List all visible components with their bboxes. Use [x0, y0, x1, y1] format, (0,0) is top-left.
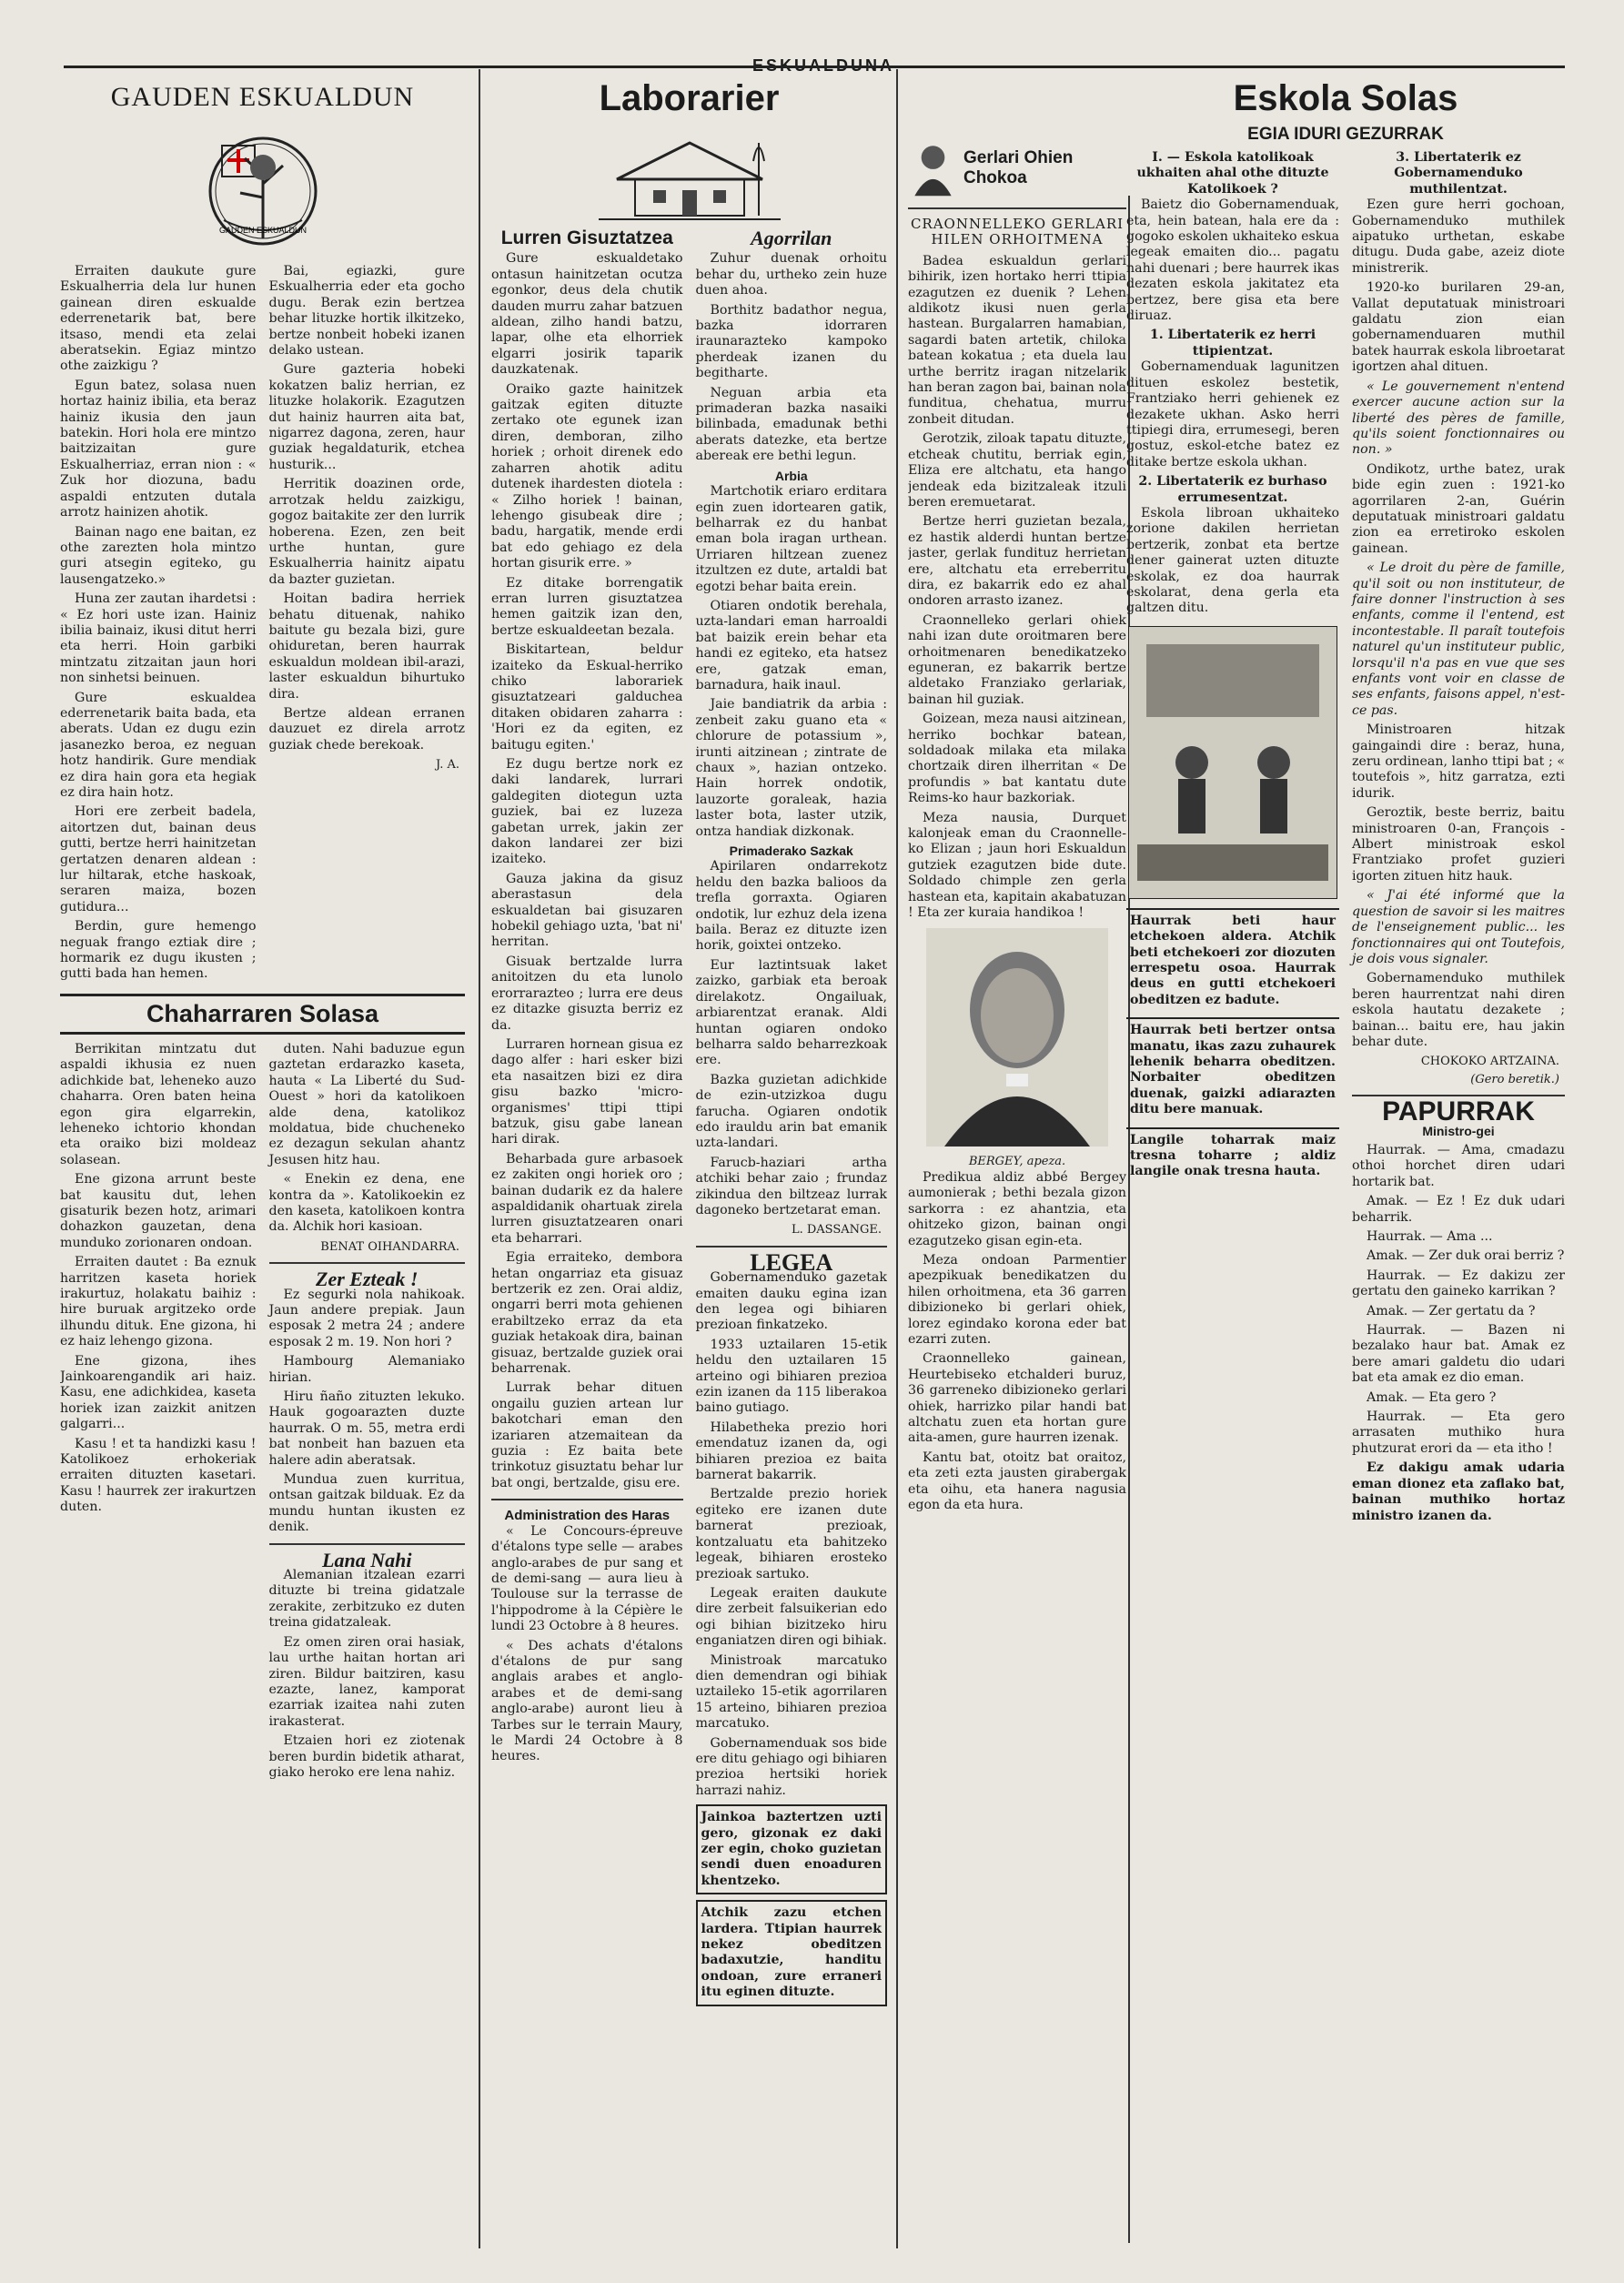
article-title: Chaharraren Solasa — [146, 999, 379, 1027]
column-gauden-eskualdun — [60, 73, 465, 2257]
paragraph: Gobernamenduak sos bide ere ditu gehiago ogi bihiaren prezioa hertsiki horiek harrazi nahiz. — [695, 1735, 887, 1798]
paragraph: Gobernamenduak lagunitzen dituen eskolez bestetik, Frantziako herri gehienek ez dezakete ukhan. Asko herri ttipiegi dira, errumesegi, beren gostuz, eskol-etche batez ez ditake bertze eskola ukhan. — [1126, 359, 1339, 470]
paragraph: Borthitz badathor negua, bazka idorraren iraunarazteko kampoko pherdeak izanen du begitharte. — [695, 302, 887, 381]
article-heading: CRAONNELLEKO GERLARI HILEN ORHOITMENA — [910, 216, 1125, 248]
paragraph: Bazka guzietan adichkide de ezin-utzizkoa dugu farucha. Ogiaren ondotik edo irauldu arin bat emanik uzta-landari. — [695, 1072, 887, 1151]
column-eskola-solas — [1126, 73, 1565, 2257]
dialogue-line: Haurrak. — Eta gero arrasaten muthiko hura phutzurat erori da — eta itho ! — [1352, 1409, 1565, 1456]
paragraph: Bertze herri guzietan bezala, ez hastik alderdi huntan bertze jaster, gerlak fundituz herrietan ere, altchatu eta erreberritu dira, ez bakarrik edo ez ahal ondoren arrasto izanez. — [908, 514, 1126, 609]
paragraph: Kasu ! et ta handizki kasu ! Katolikoez erhokeriak erraiten dituzten kasetari. Kasu ! haurrek zer irakurtzen duten. — [60, 1436, 257, 1515]
paragraph: Goizean, meza nausi aitzinean, herriko bochkar batean, soldadoak milaka eta milaka chortzaik diren ilherritan « De profundis » bat kantatu dute Reims-ko haur bazkoriak. — [908, 712, 1126, 806]
article-body — [60, 264, 465, 986]
dialogue-line: Ez dakigu amak udaria eman dionez eta zaflako bat, bainan muthiko hortaz ministro izanen da. — [1352, 1460, 1565, 1523]
paragraph: Geroztik, beste berriz, baitu ministroaren 0-an, François - Albert ministroak eskol Frantziako profet guzieri igorten zituen hitz hauk. — [1352, 805, 1565, 884]
article-title: Lana Nahi — [322, 1548, 412, 1571]
paragraph: Ez ditake borrengatik erran lurren gisuztatzea hemen gaitzik izan den, bertze eskualdeetan bezala. — [491, 575, 683, 638]
paragraph: « Des achats d'étalons d'étalons de pur sang anglais arabes et anglo-arabes et de demi-sang anglo-arabe) auront lieu à Tarbes sur le terrain Maury, le Mardi 24 Octobre à 8 heures. — [491, 1638, 683, 1764]
paragraph: Ez omen ziren orai hasiak, lau urthe haitan hortan ari ziren. Bildur baitziren, kasu ezazte, lanez, kamporat ezarriak izaitea nahi zuten irakasterat. — [268, 1634, 465, 1729]
signature: L. DASSANGE. — [791, 1223, 882, 1237]
notice-box: Haurrak beti bertzer ontsa manatu, ikas zazu zuhaurek lehenik beharra obeditzen. Norbaiter obeditzen duenak, gaizki adiarazten ditu bere manuak. — [1126, 1017, 1339, 1121]
paragraph: Meza ondoan Parmentier apezpikuak benedikatzen du hilen orhoitmena, eta 36 garren dibizioneko bi gerlari ohiek, lorez egindako korona eder bat ezarri zuten. — [908, 1252, 1126, 1347]
paragraph: Gure eskualdea ederrenetarik baita bada, eta aberats. Udan ez dugu ezin jasanezko beroa, ez neguan hotz handirik. Gure mendiak ez dira hain gora eta hegiak ez dira hain hotz. — [60, 690, 257, 800]
paragraph: Eskola libroan ukhaiteko zorione dakilen herrietan bertzerik, zonbat eta bertze dener gainerat uzten dituzte eskolak, ez doa haurrak eskolarat, dena gerla eta galtzen ditu. — [1126, 505, 1339, 616]
paragraph: Hoitan badira herriek behatu dituenak, nahiko baitute gu bezala bizi, gure ohiduretan, beren haurrak eskualdun moldean ibil-arazi, laster eskualdun bihurtuko dira. — [268, 591, 465, 702]
column-gerlari-ohien — [908, 73, 1126, 2257]
dialogue-line: Amak. — Zer gertatu da ? — [1367, 1303, 1536, 1318]
section-title: PAPURRAK — [1382, 1096, 1535, 1127]
divider — [696, 1246, 888, 1248]
notice-box: Langile toharrak maiz tresna toharre ; aldiz langile onak tresna hauta. — [1126, 1127, 1339, 1184]
paragraph: Apirilaren ondarrekotz heldu den bazka balioos da trefla gorraxta. Ogiaren ondotik, lur ezhuz dela izena baila. Beraz ez dituzte izen horik, goixtei ontzeko. — [695, 859, 887, 954]
divider — [491, 1499, 683, 1500]
section-subtitle: Ministro-gei — [1422, 1123, 1495, 1138]
paragraph: Ez dugu bertze nork ez daki landarek, lurrari galdegiten diotegun uzta guziek, bai ez luzeza gabetan urrek, jakin zer dakon landarei zer bizi izaiteko. — [491, 757, 683, 867]
paragraph: Eur laztintsuak laket zaizko, garbiak eta beroak direlakotz. Ongailuak, arbiarentzat eranak. Aldi huntan ogiaren ondoko belharra saldo beharrezkoak ere. — [695, 957, 887, 1068]
paragraph: Berrikitan mintzatu dut aspaldi ikhusia ez nuen adichkide bat, leheneko auzo chaharra. Oren baten heina egon gira elgarrekin, leheneko ichtorio khondan eta oraiko bizi moldeaz solasean. — [60, 1041, 257, 1167]
divider — [908, 207, 1126, 209]
paragraph: Berdin, gure hemengo neguak frango eztiak dire ; hormarik ez dugu ikusten ; gutti bada han hemen. — [60, 919, 257, 982]
article-body — [60, 1042, 465, 1784]
dialogue-line: Haurrak. — Bazen ni bezalako haur bat. Amak ez bere amari galdetu dio udari bat eta amak ez dio eman. — [1352, 1323, 1565, 1386]
quotation: « Le droit du père de famille, qu'il soit ou non instituteur, de faire donner l'instruction à ses enfants, comme il l'entend, est incontestable. Il paraît toutefois naturel qu'un instituteur public, lorsqu'il n'a pas en vue que ses enfants vont voir en classe de ses enfants, faisons appel, n'est-ce pas. — [1352, 561, 1565, 718]
dialogue-line: Amak. — Ez ! Ez duk udari beharrik. — [1352, 1194, 1565, 1225]
paragraph: Bertzalde prezio horiek egiteko ere izanen dute barnerat prezioak, kontzaluatu eta bahitzeko legeak, bihiaren erosteko prezioak sartuko. — [695, 1487, 887, 1581]
classroom-illustration — [1128, 626, 1337, 899]
paragraph: Craonnelleko gerlari ohiek nahi izan dute oroitmaren bere orhoitmenaren benedikatzeko eguneran, ez bakarrik bertze aldetako Franziako gerlariak, bainan hil guziak. — [908, 612, 1126, 707]
svg-text:GAUDEN ESKUALDUN: GAUDEN ESKUALDUN — [218, 226, 307, 235]
paragraph: 1933 uztailaren 15-etik heldu den uztailaren 15 arteino ogi bihiaren prezioa ezin izanen da 115 liberakoa baino gutiago. — [695, 1337, 887, 1416]
article-body — [491, 227, 887, 2012]
section-band — [60, 994, 465, 1035]
dialogue-line: Amak. — Zer duk orai berriz ? — [1367, 1248, 1565, 1264]
article-body — [1126, 150, 1565, 1528]
section-heading: Agorrilan — [751, 227, 832, 249]
paragraph: Egun batez, solasa nuen hortaz hainiz ibilia, eta beraz hainiz ikusia den jaun batekin. Hori hola ere mintzo baitzizaitan gure Eskualherriaz, erran nion : « Zuk hor diozuna, badu aspaldi entzuten dutala arrotz hainizen ahotik. — [60, 378, 257, 520]
paragraph: Jaie bandiatrik da arbia : zenbeit zaku guano eta « chlorure de potassium », irunti aitzinean ; zintrate de chaux », hazian ontzeko. Hain horrek ondotik, lauzorte goraleak, hazia laster bota, laster utzik, ontza handiak dizkonak. — [695, 697, 887, 839]
dialogue-line: Haurrak. — Ama, cmadazu othoi horchet diren udari hortarik bat. — [1352, 1142, 1565, 1189]
subheading: Arbia — [774, 468, 808, 483]
paragraph: Ministroaren hitzak gaingaindi dire : beraz, huna, zeru ordinean, lanho ttipi bat ; « toutefois », hitz garratza, ezti idurik. — [1352, 722, 1565, 801]
paragraph: Hambourg Alemaniako hirian. — [268, 1354, 465, 1385]
paragraph: Beharbada gure arbasoek ez zakiten ongi horiek oro ; bainan dudarik ez da halere aspaldidanik ohartuak zirela lurren gisuztatzearen onari eta beharrari. — [491, 1151, 683, 1246]
paragraph: Craonnelleko gainean, Heurtebiseko etchalderi buruz, 36 garreneko dibizioneko gerlari ohiek, harrizko pilar handi bat altchatu zuen eta hortan gure aita-amen, gure haurren izenak. — [908, 1351, 1126, 1446]
paragraph: Huna zer zautan ihardetsi : « Ez hori uste izan. Hainiz ibilia bainaiz, ikusi ditut herri eta herri. Hoin garbiki mintzatu zitzaitan jaun hori non sinhetsi beinuen. — [60, 591, 257, 686]
column-divider — [896, 69, 898, 2248]
paragraph: Ene gizona, ihes Jainkoarengandik ari haiz. Kasu, ene adichkidea, kaseta horiek izan zaizkit anitzen galgarri... — [60, 1353, 257, 1432]
column-laborarier — [491, 73, 887, 2257]
paragraph: Ministroak marcatuko dien demendran ogi bihiak uztaileko 15-etik agorrilaren 15 arteino, bihiaren prezioa marcatuko. — [695, 1652, 887, 1732]
dialogue-line: Haurrak. — Ez dakizu zer gertatu den gaineko karrikan ? — [1352, 1268, 1565, 1299]
paragraph: Gure eskualdetako ontasun hainitzetan ocutza egonkor, deus dela chutik dauden murru zahar batzuen aldean, zilho handi batzu, lapar, olhe eta elhorriek elgarri josirik taparik dauzkatenak. — [491, 251, 683, 378]
article-title: Laborarier — [599, 78, 780, 118]
question-heading: I. — Eskola katolikoak ukhaiten ahal othe dituzte Katolikoek ? — [1136, 150, 1329, 197]
paragraph: Hilabetheka prezio hori emendatuz izanen da, ogi bihiaren prezioa ez baita barnerat bakarrik. — [695, 1419, 887, 1483]
paragraph: 1920-ko burilaren 29-an, Vallat deputatuak ministroari galdatu zion eian gobernamenduaren muthil batek haurrak eskola libroetarat igortzen ahal dituen. — [1352, 280, 1565, 375]
notice-box: Atchik zazu etchen lardera. Ttipian haurrek nekez obeditzen badaxutzie, handitu ondoan, zure erraneri itu eginen dituzte. — [696, 1900, 888, 2005]
paragraph: Otiaren ondotik berehala, uzta-landari eman harroaldi bat baizik erein behar eta handi ez egiteko, eta hatsez ere, gatzak eman, barnadura, haik inaul. — [695, 598, 887, 692]
priest-portrait — [926, 928, 1108, 1147]
paragraph: Farucb-haziari artha atchiki behar zaio ; frundaz zikindua den biltzeaz lurrak dagoneko bertzetarat eman. — [695, 1155, 887, 1217]
masthead: ESKUALDUNA — [752, 56, 894, 75]
paragraph: Meza nausia, Durquet kalonjeak eman du Craonnelle-ko Elizan ; jaun hori Eskualdun gutziek ezagutzen bide dute. Soldado chimple zen gerla hastean eta, kapitain akabatuzan ! Eta zer kuraia handikoa ! — [908, 810, 1126, 921]
subheading: 1. Libertaterik ez herri ttipientzat. — [1149, 328, 1316, 359]
paragraph: Gisuak bertzalde lurra anitoitzen du eta lunolo erorrarazteo ; lurra ere deus ez ditazke gisuzta berriz ez da. — [491, 954, 683, 1033]
paragraph: Hiru ñaño zituzten lekuko. Hauk gogoarazten duzte haurrak. O m. 55, metra erdi bat nonbeit han bazuen eta halere adin aberatsak. — [268, 1389, 465, 1468]
paragraph: Badea eskualdun gerlari bihirik, izen hortako herri ttipia ezagutzen ez duenik ? Lehen aldikotz ikusi nuen gerla hastean. Burgalarren hamabian, sagardi baten artetik, chiloka batean kokatua ; eta duela lau urthe berritz iragan nitzelarik han beran zagon bai, bainan nola funditua, chehatua, murru zonbeit ditudan. — [908, 253, 1126, 427]
paragraph: Neguan arbia eta primaderan bazka nasaiki bilinbada, emadunak bethi aberats datezke, eta bertze abereak ere bethi legun. — [695, 385, 887, 464]
section-heading: Administration des Haras — [504, 1508, 671, 1524]
subheading: 3. Libertaterik ez Gobernamenduko muthilentzat. — [1394, 150, 1523, 197]
paragraph: Lurrak behar dituen ongailu guzien artean lur bakotchari eman den izariaren atzemaitean da guzia : Ez baita bete trinkotuz gisuztatu behar lur bat ongi, bertzalde, gisu ere. — [491, 1380, 683, 1490]
portrait-caption: BERGEY, apeza. — [968, 1155, 1066, 1169]
paragraph: Ondikotz, urthe batez, urak bide egin zuen : 1921-ko agorrilaren 2-an, Guérin deputatuak ministroari galdatu zion ea erretiroko eskolen gainean. — [1352, 461, 1565, 556]
paragraph: « Enekin ez dena, ene kontra da ». Katolikoekin ez den kaseta, katolikoen kontra da. Alchik hori kasioan. — [268, 1172, 465, 1235]
paragraph: Zuhur duenak orhoitu behar du, urtheko zein huze duen ahoa. — [695, 251, 887, 298]
farmhouse-illustration — [599, 125, 781, 225]
article-title: LEGEA — [750, 1248, 833, 1276]
paragraph: Bainan nago ene baitan, ez othe zarezten hola mintzo guri atsegin egiteko, gu lausengatzeko.» — [60, 524, 257, 587]
paragraph: Erraiten daukute gure Eskualherria dela lur hunen gainean diren eskualde ederrenetarik bat, bere itsaso, mendi eta zelai aberatsekin. Egiaz mintzo othe zaizkigu ? — [60, 264, 257, 374]
paragraph: duten. Nahi baduzue egun gaztetan erdarazko kaseta, hauta « La Liberté du Sud-Ouest » hori da katolikoen alde dena, katolikoz moldatua, bide chucheneko ez dezagun sekulan ahantz Jesusen hitz hau. — [268, 1041, 465, 1167]
gauden-eskualdun-emblem — [195, 120, 331, 257]
paragraph: Herritik doazinen orde, arrotzak heldu zaizkigu, gogoz baitakite zer den lurrik hoberena. Ezen, zen beit urthe huntan, gure Eskualherria hainitz aipatu da bazter guzietan. — [268, 477, 465, 587]
paragraph: Ezen gure herri gochoan, Gobernamenduko muthilek aipatuko urthetan, eskabe ditugu. Duda gabe, azeiz diote ministrerik. — [1352, 197, 1565, 276]
subheading: Primaderako Sazkak — [729, 843, 853, 859]
article-title: GAUDEN ESKUALDUN — [110, 82, 415, 112]
dialogue-line: Amak. — Eta gero ? — [1367, 1389, 1497, 1405]
paragraph: Biskitartean, beldur izaiteko da Eskual-herriko chiko laborariek gisuztatzeari galduchea ditaken obidaren zaharra : 'Hori ez da egiten, ez baitugu egiten.' — [491, 642, 683, 753]
paragraph: Alemanian itzalean ezarri dituzte bi treina gidatzale zerakite, zerbitzuko ez duten treina gidatzaleak. — [268, 1568, 465, 1631]
signature: J. A. — [436, 758, 459, 773]
divider — [269, 1543, 466, 1545]
paragraph: Gauza jakina da gisuz aberastasun dela eskualdetan bai gisuzaren hobekil gehiago uzta, 'bat ni' herritan. — [491, 871, 683, 950]
subheading: 2. Libertaterik ez burhaso errumesentzat. — [1138, 474, 1327, 505]
column-divider — [479, 69, 480, 2248]
paragraph: Lurraren hornean gisua ez dago alfer : hari esker bizi eta nasaitzen bizi ez dira gisu bazko 'micro-organismes' ttipi ttipi batzuk, gisu gabe lanean hari dirak. — [491, 1036, 683, 1147]
paragraph: Martchotik eriaro erditara egin zuen idortearen gatik, belharrak ez du hanbat eman bola iragan urthean. Urriaren hiltzean zuenez itzultzen ez dute, artaldi bat egotzi behar baita erein. — [695, 484, 887, 594]
paragraph: Ez segurki nola nahikoak. Jaun andere prepiak. Jaun esposak 2 metra 24 ; andere esposak 2 m. 19. Non hori ? — [268, 1287, 465, 1349]
paragraph: Hori ere zerbeit badela, aitortzen dut, bainan deus gutti, bertze herri hainitzetan gertatzen denaren aldean : lur hiltarak, etche haskoak, seraren maiza, bozen gutidura... — [60, 804, 257, 914]
section-heading: Lurren Gisuztatzea — [500, 227, 673, 248]
section-header — [908, 136, 1126, 200]
paragraph: Kantu bat, otoitz bat oraitoz, eta zeti ezta jausten girabergak eta oihu, eta hanera nagusia egon da eta hura. — [908, 1450, 1126, 1512]
paragraph: « Le Concours-épreuve d'étalons type selle — arabes anglo-arabes de pur sang et de demi-sang — aura lieu à Toulouse sur la terrasse de l'hippodrome à la Cépière le lundi 23 Octobre à 8 heures. — [491, 1523, 683, 1634]
paragraph: Etzaien hori ez ziotenak beren burdin bidetik atharat, giako heroko ere lena nahiz. — [268, 1733, 465, 1780]
article-subtitle: EGIA IDURI GEZURRAK — [1247, 125, 1444, 144]
quotation: « J'ai été informé que la question de savoir si les maitres de l'enseignement public... les fonctionnaires qui ont Toutefois, je dois vous signaler. — [1352, 888, 1565, 966]
top-rule — [64, 66, 1565, 68]
article-title: Eskola Solas — [1233, 78, 1458, 118]
paragraph: Predikua aldiz abbé Bergey aumonierak ; bethi bezala gizon sarkorra : ez ahantzia, eta ohitzeko gizon, bainan ongi ezagutzeko gisan egin-eta. — [908, 1169, 1126, 1248]
paragraph: Gerotzik, ziloak tapatu dituzte, etcheak chutitu, berriak egin, Eliza ere altchatu, eta hango jendeak eda bizitzaleak itzuli beren eremuetarat. — [908, 431, 1126, 510]
dialogue-line: Haurrak. — Ama ... — [1367, 1229, 1493, 1244]
divider — [269, 1262, 466, 1264]
signature: BENAT OIHANDARRA. — [320, 1239, 459, 1254]
notice-box: Haurrak beti haur etchekoen aldera. Atchik beti etchekoeri zor diozuten errespetu osoa. Haurrak deus en gutti etchekoeri obeditzen ez badute. — [1126, 908, 1339, 1012]
paragraph: Ene gizona arrunt beste bat kausitu dut, lehen gisaturik bezen hotz, arimari dohazkon gauzetan, dena munduko zorionaren ondoan. — [60, 1172, 257, 1250]
paragraph: Erraiten dautet : Ba eznuk harritzen kaseta horiek irakurtuz, holakatu baihiz : hire buruak argitzeko orde ilhundu dituk. Ene gizona, hi ez haiz lehengo gizona. — [60, 1255, 257, 1349]
signature-note: (Gero beretik.) — [1470, 1072, 1559, 1086]
paragraph: Bai, egiazki, gure Eskualherria eder eta gocho dugu. Berak ezin bertzea behar lituzke hortik ilkitzeko, bertze nonbeit hobeki izanen delako ustean. — [268, 264, 465, 359]
notice-box: Jainkoa baztertzen uzti gero, gizonak ez daki zer egin, choko guzietan sendi duen enoaduren khentzeko. — [696, 1804, 888, 1894]
article-body — [908, 217, 1126, 1513]
paragraph: Baietz dio Gobernamenduak, eta, hein batean, hala ere da : gogoko eskolen ukhaiteko eskua legeak emaiten dio... pagatu nahi duenari ; bere haurrek ikas dezaten eskola jakitatez eta bertzez, bere gisa eta bere diruaz. — [1126, 197, 1339, 324]
paragraph: Mundua zuen kurritua, ontsan gaitzak bilduak. Ez da mundu huntan ikusten ez denik. — [268, 1472, 465, 1535]
paragraph: Egia erraiteko, dembora hetan ongarriaz eta gisuaz bertzerik ez zen. Orai aldiz, ongarri berri mota gehienen erabiltzeko erraz da eta guziak hetakoak dira, bainan gisuaz, bertzalde guziek orai beharrenak. — [491, 1250, 683, 1377]
section-title: Gerlari Ohien Chokoa — [963, 148, 1074, 187]
soldier-icon — [908, 136, 958, 200]
paragraph: Gobernamenduko gazetak emaiten dauku egina izan den legea ogi bihiaren prezioan finkatzeko. — [695, 1270, 887, 1333]
paragraph: Gure gazteria hobeki kokatzen baliz herrian, ez lituzke holakorik. Ezagutzen dut hainiz haurren aita bat, nigarrez dagona, zeren, haur guziak hegaldaturik, etchea husturik... — [268, 362, 465, 472]
paragraph: Gobernamenduko muthilek beren haurrentzat nahi diren eskola hautatu dezakete ; bainan... baitu ere, hau jakin behar dute. — [1352, 971, 1565, 1049]
paragraph: Bertze aldean erranen dauzuet ez direla arrotz guziak chede berekoak. — [268, 705, 465, 753]
paragraph: Legeak eraiten daukute dire zerbeit falsuikerian edo ogi bihian bizitzeko hiru enganiatzen diren ogi bihiak. — [695, 1585, 887, 1649]
signature: CHOKOKO ARTZAINA. — [1420, 1055, 1559, 1069]
paragraph: Oraiko gazte hainitzek gaitzak egiten dituzte zertako ote egunek izan diren, demboran, zilho horiek ; orhoit direnek edo zaharren ahotik aditu dutenek ihardesten diotela : « Zilho horiek ! bainan, lehengo gisubeak dire ; badu, hargatik, mende erdi bat edo gehiago ez dela hortan gisurik erre. » — [491, 381, 683, 571]
article-title: Zer Ezteak ! — [316, 1268, 419, 1291]
quotation: « Le gouvernement n'entend exercer aucune action sur la liberté des pères de famille, qu'ils soient fonctionnaires ou non. » — [1352, 379, 1565, 458]
